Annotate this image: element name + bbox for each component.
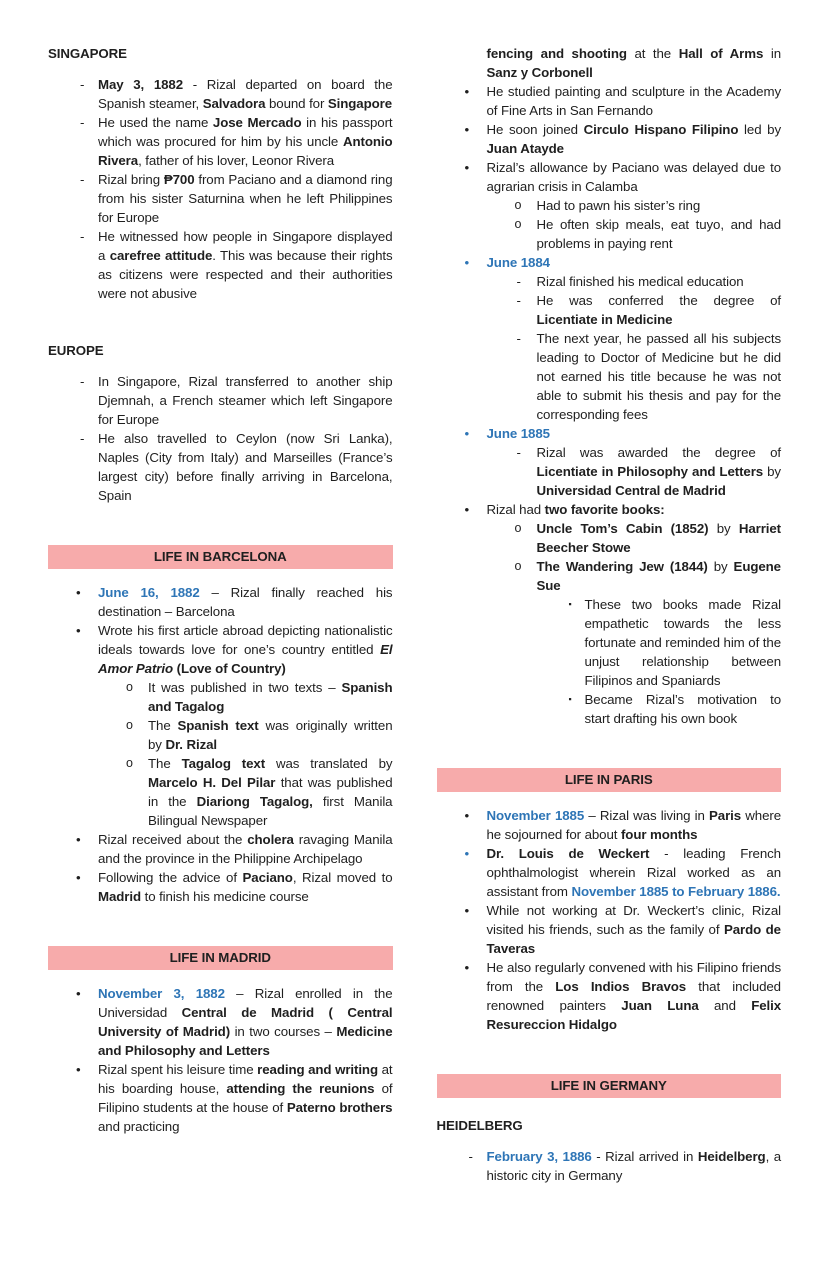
text-run: in <box>763 46 782 61</box>
list-item <box>437 291 782 329</box>
text-run: Juan Atayde <box>486 141 564 156</box>
text-run: , a historic city in Germany <box>486 1149 781 1183</box>
disc-marker: • <box>464 160 470 175</box>
text-run: Spanish and Tagalog <box>148 680 393 714</box>
dash-marker: - <box>80 431 85 446</box>
text-run: Felix Resureccion Hidalgo <box>486 998 782 1032</box>
list-item <box>437 120 782 158</box>
disc-marker: • <box>464 808 470 823</box>
text-run: fencing and shooting <box>486 46 627 61</box>
list-item <box>48 754 393 830</box>
text-run: Paciano <box>242 870 293 885</box>
text-run: – Rizal was living in <box>584 808 710 823</box>
disc-marker: • <box>76 986 81 1001</box>
text-run: Became Rizal’s motivation to start drafting his own book <box>584 692 781 726</box>
text-run: four months <box>620 827 698 842</box>
text-run: Dr. Louis de Weckert <box>486 846 650 861</box>
list-item <box>437 519 782 557</box>
list-item <box>437 500 782 519</box>
text-run: Sanz y Corbonell <box>486 65 593 80</box>
dash-marker: - <box>80 172 85 187</box>
list-block <box>48 75 393 303</box>
list-item <box>437 196 782 215</box>
list-item <box>48 830 393 868</box>
text-run: to finish his medicine course <box>141 889 309 904</box>
circle-marker: o <box>514 559 522 573</box>
text-run: Uncle Tom’s Cabin (1852) <box>536 521 709 536</box>
text-run: two favorite books: <box>544 502 665 517</box>
text-run: Licentiate in Philosophy and Letters <box>536 464 764 479</box>
text-run: Paris <box>709 808 742 823</box>
text-run: He also regularly convened with his Filipino friends from the <box>486 960 781 994</box>
list-item <box>437 424 782 443</box>
text-run: The <box>148 756 182 771</box>
list-item <box>437 82 782 120</box>
text-run: by <box>707 559 734 574</box>
text-run: Rizal’s allowance by Paciano was delayed due to agrarian crisis in Calamba <box>486 160 781 194</box>
dash-marker: - <box>80 374 85 389</box>
section-banner: LIFE IN GERMANY <box>437 1074 782 1098</box>
text-run: November 1885 to February 1886. <box>571 884 781 899</box>
text-run: Central de Madrid ( Central University of Madrid) <box>98 1005 393 1039</box>
text-run: November 1885 <box>486 808 585 823</box>
text-run: Singapore <box>327 96 393 111</box>
list-item <box>48 1060 393 1136</box>
text-run: Universidad Central de Madrid <box>536 483 726 498</box>
list-block <box>48 372 393 505</box>
dash-marker: - <box>80 115 85 130</box>
list-item <box>48 583 393 621</box>
section-banner: LIFE IN MADRID <box>48 946 393 970</box>
list-item <box>437 557 782 595</box>
circle-marker: o <box>514 198 522 212</box>
text-run: (Love of Country) <box>176 661 286 676</box>
text-run: Eugene Sue <box>536 559 781 593</box>
right-column <box>437 44 782 1266</box>
section-banner: LIFE IN BARCELONA <box>48 545 393 569</box>
list-item <box>437 215 782 253</box>
text-run: of Filipino students at the house of <box>98 1081 393 1115</box>
section-heading: HEIDELBERG <box>436 1118 523 1133</box>
text-run: Los Indios Bravos <box>555 979 687 994</box>
list-item <box>437 272 782 291</box>
list-item <box>48 868 393 906</box>
text-run: where he sojourned for about <box>486 808 781 842</box>
text-run: Paterno brothers <box>286 1100 393 1115</box>
list-item <box>437 595 782 690</box>
disc-marker: • <box>76 585 81 600</box>
list-block <box>48 984 393 1136</box>
text-run: and practicing <box>98 1119 180 1134</box>
text-run: in his passport which was procured for him by his uncle <box>98 115 393 149</box>
text-run: June 1885 <box>486 426 550 441</box>
disc-marker: • <box>464 903 470 918</box>
disc-marker: • <box>464 960 470 975</box>
dash-marker: - <box>516 331 521 346</box>
text-run: Medicine and Philosophy and Letters <box>98 1024 393 1058</box>
dash-marker: - <box>80 77 85 92</box>
list-item <box>48 75 393 113</box>
text-run: The next year, he passed all his subjects leading to Doctor of Medicine but he did not earned his title because he was not able to submit his thesis and pay for the corresponding fees <box>536 331 781 422</box>
list-item <box>48 227 393 303</box>
disc-marker: • <box>464 846 470 861</box>
text-run: Rizal spent his leisure time <box>98 1062 258 1077</box>
dash-marker: - <box>516 293 521 308</box>
disc-marker: • <box>464 255 470 270</box>
disc-marker: • <box>464 502 470 517</box>
list-item <box>48 678 393 716</box>
text-run: November 3, 1882 <box>98 986 225 1001</box>
list-item <box>437 844 782 901</box>
text-run: Spanish text <box>177 718 259 733</box>
list-item <box>437 329 782 424</box>
list-block <box>437 1147 782 1185</box>
list-item <box>48 621 393 678</box>
disc-marker: • <box>464 84 470 99</box>
circle-marker: o <box>514 521 522 535</box>
left-column <box>48 44 393 1266</box>
text-run: ravaging Manila and the province in the Philippine Archipelago <box>98 832 393 866</box>
text-run: led by <box>738 122 782 137</box>
text-run: Harriet Beecher Stowe <box>536 521 781 555</box>
text-run: He was conferred the degree of <box>536 293 781 308</box>
text-run: He studied painting and sculpture in the Academy of Fine Arts in San Fernando <box>486 84 781 118</box>
text-run: May 3, 1882 <box>98 77 184 92</box>
text-run: Diariong Tagalog, <box>196 794 313 809</box>
text-run: February 3, 1886 <box>486 1149 592 1164</box>
text-run: carefree attitude <box>109 248 213 263</box>
text-run: at the <box>626 46 679 61</box>
text-run: ₱700 <box>163 172 195 187</box>
text-run: In Singapore, Rizal transferred to another ship Djemnah, a French steamer which left Singapore for Europe <box>98 374 393 427</box>
text-run: was translated by <box>265 756 393 771</box>
text-run: reading and writing <box>257 1062 378 1077</box>
text-run: from Paciano and a diamond ring from his sister Saturnina when he left Philippines for Europe <box>98 172 393 225</box>
text-run: Hall of Arms <box>678 46 764 61</box>
text-run: These two books made Rizal empathetic towards the less fortunate and reminded him of the unjust relationship between Filipinos and Spaniards <box>584 597 781 688</box>
text-run: , Rizal moved to <box>292 870 393 885</box>
list-item <box>48 984 393 1060</box>
text-run: Licentiate in Medicine <box>536 312 673 327</box>
text-run: cholera <box>247 832 294 847</box>
list-item <box>437 158 782 196</box>
list-block <box>437 44 782 728</box>
text-run: Pardo de Taveras <box>486 922 781 956</box>
text-run: Madrid <box>98 889 141 904</box>
text-run: Rizal was awarded the degree of <box>536 445 781 460</box>
text-run: It was published in two texts – <box>148 680 342 695</box>
list-item <box>437 690 782 728</box>
list-item <box>437 901 782 958</box>
text-run: – Rizal enrolled in the Universidad <box>98 986 393 1020</box>
text-run: - leading French ophthalmologist wherein Rizal worked as an assistant from <box>486 846 781 899</box>
list-item <box>437 253 782 272</box>
square-marker: ▪ <box>568 599 572 609</box>
text-run: at his boarding house, <box>98 1062 393 1096</box>
circle-marker: o <box>126 680 133 694</box>
list-item <box>48 716 393 754</box>
text-run: Circulo Hispano Filipino <box>583 122 739 137</box>
text-run: Juan Luna <box>621 998 699 1013</box>
text-run: bound for <box>265 96 328 111</box>
text-run: , father of his lover, Leonor Rivera <box>138 153 335 168</box>
square-marker: ▪ <box>568 694 572 704</box>
text-run: Had to pawn his sister’s ring <box>536 198 701 213</box>
list-item <box>437 443 782 500</box>
text-run: Tagalog text <box>181 756 266 771</box>
text-run: He also travelled to Ceylon (now Sri Lanka), Naples (City from Italy) and Marseilles (France’s largest city) before finally arriving in Barcelona, Spain <box>98 431 393 503</box>
text-run: was originally written by <box>148 718 393 752</box>
circle-marker: o <box>126 718 133 732</box>
text-run: that included renowned painters <box>486 979 781 1013</box>
text-run: first Manila Bilingual Newspaper <box>148 794 393 828</box>
section-heading: EUROPE <box>48 343 104 358</box>
text-run: Rizal received about the <box>98 832 248 847</box>
disc-marker: • <box>464 122 470 137</box>
text-run: While not working at Dr. Weckert’s clinic, Rizal visited his friends, such as the family of <box>486 903 781 937</box>
text-run: Salvadora <box>202 96 266 111</box>
disc-marker: • <box>76 1062 81 1077</box>
dash-marker: - <box>468 1149 473 1164</box>
text-run: and <box>698 998 752 1013</box>
list-item <box>48 170 393 227</box>
text-run: June 16, 1882 <box>98 585 200 600</box>
text-run: Rizal had <box>486 502 545 517</box>
text-run: Heidelberg <box>697 1149 766 1164</box>
text-run: - Rizal arrived in <box>591 1149 698 1164</box>
text-run: attending the reunions <box>226 1081 375 1096</box>
list-block <box>48 583 393 906</box>
list-item <box>48 113 393 170</box>
text-run: Marcelo H. Del Pilar <box>148 775 276 790</box>
dash-marker: - <box>516 445 521 460</box>
text-run: Following the advice of <box>98 870 243 885</box>
text-run: by <box>763 464 781 479</box>
section-heading: SINGAPORE <box>48 46 127 61</box>
text-run: The Wandering Jew (1844) <box>536 559 708 574</box>
list-item <box>48 429 393 505</box>
list-block <box>437 806 782 1034</box>
text-run: El Amor Patrio <box>98 642 393 676</box>
text-run: – Rizal finally reached his destination – Barcelona <box>98 585 393 619</box>
section-banner: LIFE IN PARIS <box>437 768 782 792</box>
text-run: He witnessed how people in Singapore displayed a <box>98 229 393 263</box>
text-run: . This was because their rights as citizens were respected and their authorities were not abusive <box>98 248 393 301</box>
circle-marker: o <box>126 756 133 770</box>
text-run: The <box>148 718 178 733</box>
disc-marker: • <box>76 832 81 847</box>
disc-marker: • <box>76 870 81 885</box>
text-run: He often skip meals, eat tuyo, and had problems in paying rent <box>536 217 781 251</box>
list-item <box>48 372 393 429</box>
dash-marker: - <box>80 229 85 244</box>
text-run: Antonio Rivera <box>98 134 393 168</box>
list-item <box>437 958 782 1034</box>
disc-marker: • <box>464 426 470 441</box>
text-run: He used the name <box>98 115 213 130</box>
list-item <box>437 44 782 82</box>
text-run: Wrote his first article abroad depicting nationalistic ideals towards love for one’s country entitled <box>98 623 393 657</box>
circle-marker: o <box>514 217 522 231</box>
list-item <box>437 1147 782 1185</box>
list-item <box>437 806 782 844</box>
text-run: in two courses – <box>230 1024 337 1039</box>
text-run: Rizal finished his medical education <box>536 274 744 289</box>
text-run: June 1884 <box>486 255 550 270</box>
text-run: He soon joined <box>486 122 584 137</box>
text-run: Dr. Rizal <box>165 737 218 752</box>
text-run: Rizal bring <box>98 172 164 187</box>
text-run: - Rizal departed on board the Spanish steamer, <box>98 77 393 111</box>
text-run: Jose Mercado <box>212 115 302 130</box>
text-run: that was published in the <box>148 775 393 809</box>
text-run: by <box>708 521 739 536</box>
disc-marker: • <box>76 623 81 638</box>
dash-marker: - <box>516 274 521 289</box>
